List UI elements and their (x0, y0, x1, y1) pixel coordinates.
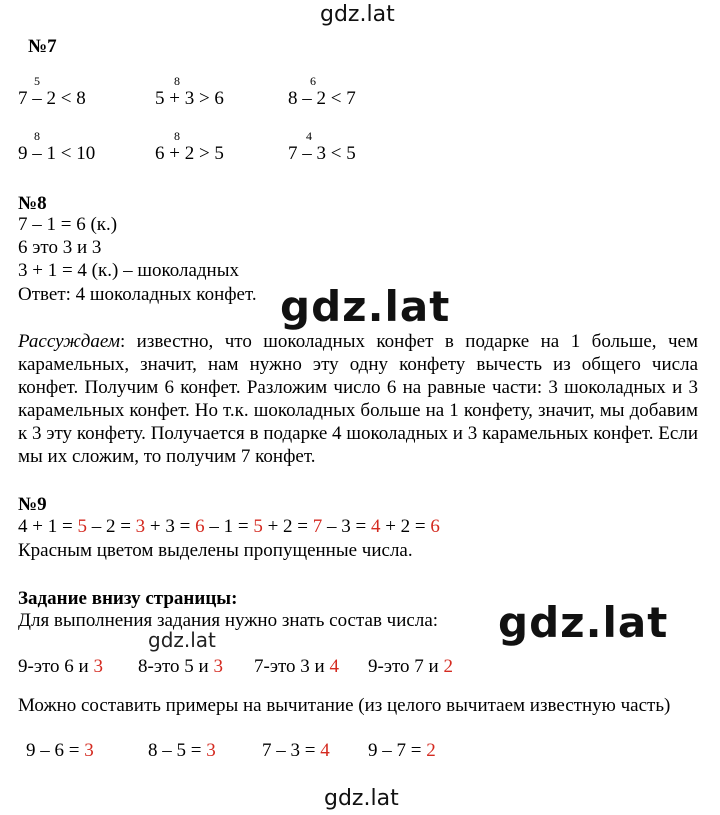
bottom-task-title: Задание внизу страницы: (18, 588, 238, 609)
expr-r0c0: 7 – 2 < 8 (18, 88, 86, 109)
reasoning-label: Рассуждаем (18, 331, 120, 352)
composition-1: 9-это 6 и 3 (18, 656, 103, 677)
reasoning-text: : известно, что шоколадных конфет в подарке на 1 больше, чем карамельных, значит, нам нужно эту одну конфету вычесть из общего числа конфет. Получим 6 конфет. Разложим число 6 на равные части: 3 шоколадных и 3 карамельных конфет. Но т.к. шоколадных больше на 1 конфету, значит, мы добавим к 3 эту конфету. Получается в подарке 4 шоколадных и 3 карамельных конфет. Если мы их сложим, то получим 7 конфет. (18, 331, 698, 467)
chain-part: + 3 = (145, 516, 196, 537)
task9-note: Красным цветом выделены пропущенные числа. (18, 540, 413, 561)
chain-missing-number: 6 (430, 516, 440, 537)
task8-line-1: 7 – 1 = 6 (к.) (18, 214, 118, 235)
watermark-top: gdz.lat (320, 2, 395, 27)
expr-r0c1: 5 + 3 > 6 (155, 88, 224, 109)
hint-r0c1: 8 (174, 74, 180, 88)
task8-line-2: 6 это 3 и 3 (18, 237, 102, 258)
example-4: 9 – 7 = 2 (368, 740, 436, 761)
bottom-task-intro: Для выполнения задания нужно знать состав числа: (18, 610, 439, 631)
hint-r0c0: 5 (34, 74, 40, 88)
chain-part: – 3 = (322, 516, 371, 537)
task9-chain (18, 516, 440, 538)
chain-part: – 1 = (204, 516, 254, 537)
hint-r0c2: 6 (310, 74, 316, 88)
hint-r1c1: 8 (174, 129, 180, 143)
task9-title: №9 (18, 494, 47, 515)
watermark-large-2: gdz.lat (498, 598, 669, 647)
chain-missing-number: 6 (195, 516, 205, 537)
chain-part: + 2 = (262, 516, 313, 537)
composition-2: 8-это 5 и 3 (138, 656, 223, 677)
task8-line-3: 3 + 1 = 4 (к.) – шоколадных (18, 260, 239, 281)
expr-r1c1: 6 + 2 > 5 (155, 143, 224, 164)
expr-r1c0: 9 – 1 < 10 (18, 143, 96, 164)
composition-4: 9-это 7 и 2 (368, 656, 453, 677)
chain-missing-number: 5 (253, 516, 263, 537)
hint-r1c0: 8 (34, 129, 40, 143)
task8-answer: Ответ: 4 шоколадных конфет. (18, 284, 257, 305)
task8-reasoning (18, 330, 698, 468)
watermark-large-1: gdz.lat (280, 282, 451, 331)
hint-r1c2: 4 (306, 129, 312, 143)
example-2: 8 – 5 = 3 (148, 740, 216, 761)
composition-3: 7-это 3 и 4 (254, 656, 339, 677)
expr-r0c2: 8 – 2 < 7 (288, 88, 356, 109)
chain-missing-number: 4 (370, 516, 381, 537)
chain-part: + 2 = (380, 516, 431, 537)
subtraction-text: Можно составить примеры на вычитание (из целого вычитаем известную часть) (18, 695, 671, 716)
example-1: 9 – 6 = 3 (26, 740, 94, 761)
chain-part: 4 + 1 = (18, 516, 78, 537)
watermark-small: gdz.lat (148, 628, 216, 652)
task8-title: №8 (18, 193, 47, 214)
chain-missing-number: 3 (135, 516, 146, 537)
chain-part: – 2 = (86, 516, 136, 537)
chain-missing-number: 7 (312, 516, 323, 537)
watermark-bottom: gdz.lat (324, 786, 399, 811)
chain-missing-number: 5 (77, 516, 87, 537)
example-3: 7 – 3 = 4 (262, 740, 330, 761)
task7-title: №7 (28, 36, 57, 57)
expr-r1c2: 7 – 3 < 5 (288, 143, 356, 164)
